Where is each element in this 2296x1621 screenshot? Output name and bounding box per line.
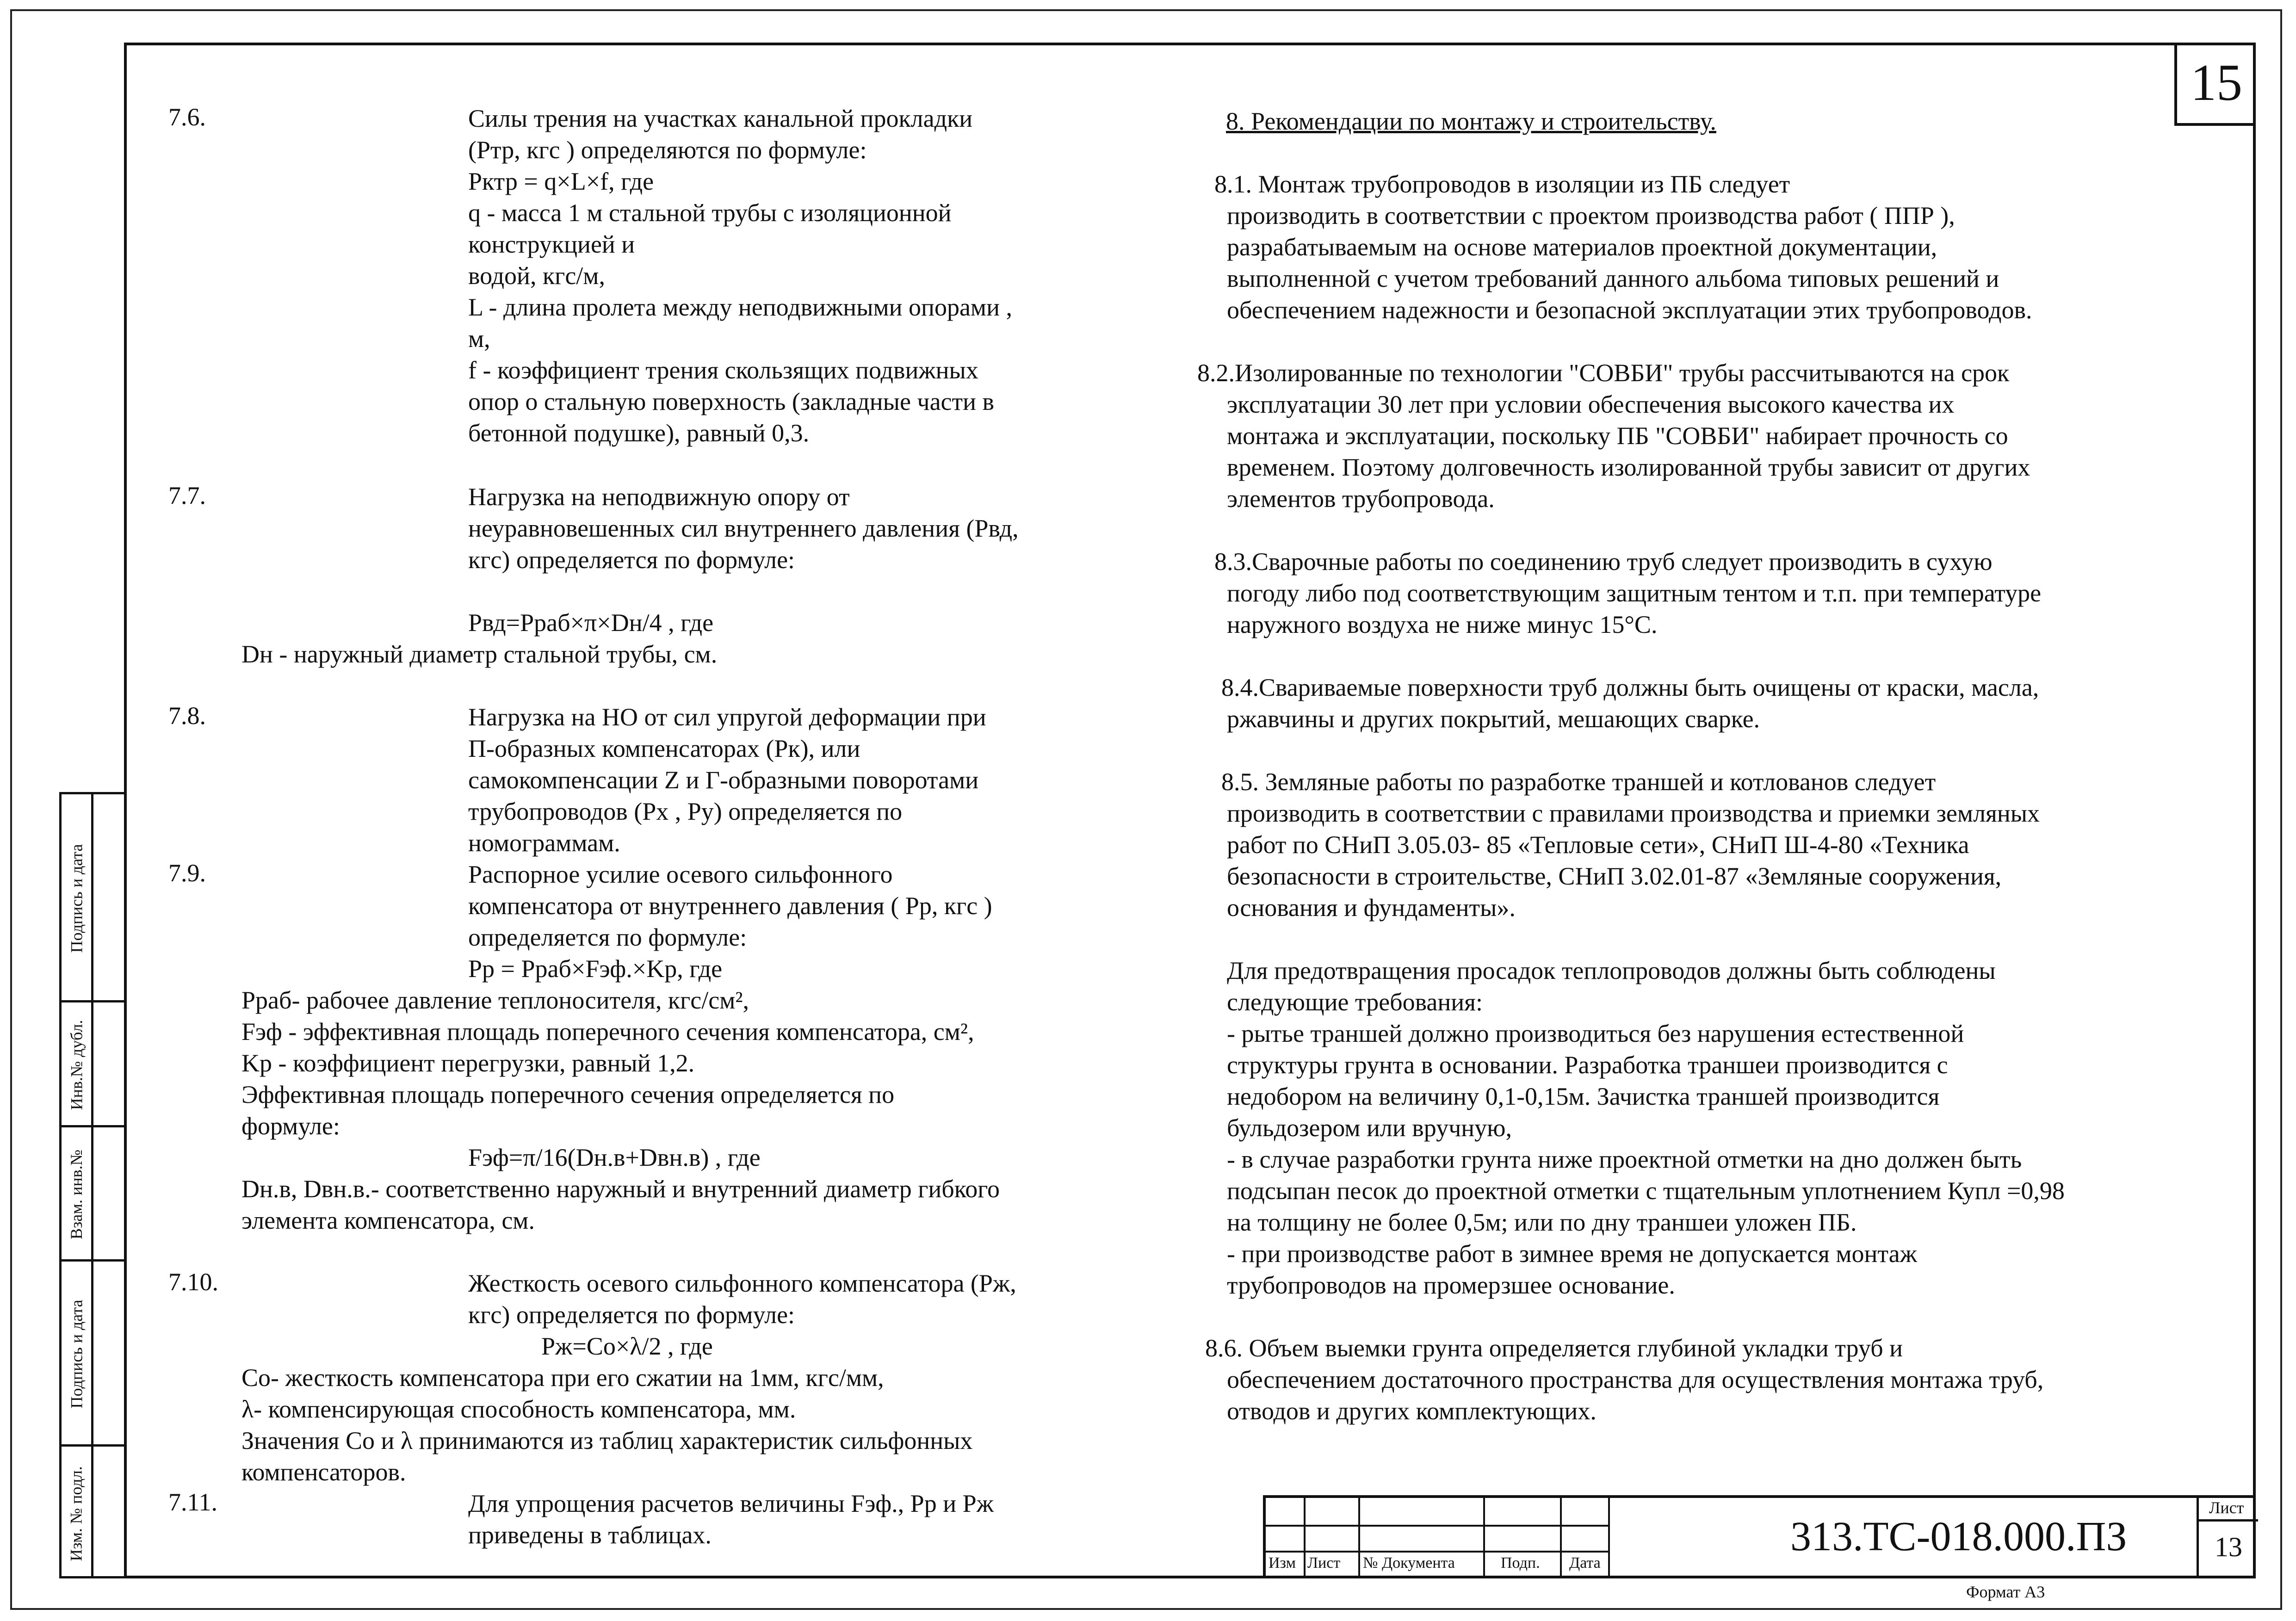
p82-line: временем. Поэтому долговечность изолированной трубы зависит от других [1227,453,2030,481]
s710-line: λ- компенсирующая способность компенсатора, мм. [241,1395,796,1423]
formula: Pp = Pраб×Fэф.×Kp, где [468,955,723,983]
s710-line: Co- жесткость компенсатора при его сжатии на 1мм, кгс/мм, [241,1364,884,1392]
s78-line: трубопроводов (Px , Py) определяется по [468,798,903,825]
p85b-line: - в случае разработки грунта ниже проектной отметки на дно должен быть [1227,1145,2022,1173]
s79-line: элемента компенсатора, см. [241,1206,535,1234]
s79-line: Dн.в, Dвн.в.- соответственно наружный и внутренний диаметр гибкого [241,1175,1000,1203]
format-label: Формат А3 [1966,1583,2045,1601]
side-label: Подпись и дата [67,1299,86,1409]
s76-line: водой, кгс/м, [468,262,605,290]
p84-line: 8.4.Свариваемые поверхности труб должны быть очищены от краски, масла, [1221,674,2039,701]
p81-line: 8.1. Монтаж трубопроводов в изоляции из ПБ следует [1214,170,1790,198]
stamp-doc: № Документа [1363,1554,1455,1572]
s77-line: Dн - наружный диаметр стальной трубы, см. [241,640,718,668]
p85b-line: - рытье траншей должно производиться без нарушения естественной [1227,1020,1964,1047]
s711-line: Для упрощения расчетов величины Fэф., Pp и Pж [468,1490,994,1517]
p81-line: производить в соответствии с проектом производства работ ( ППР ), [1227,202,1955,229]
p83-line: погоду либо под соответствующим защитным тентом и т.п. при температуре [1227,579,2042,607]
s78-line: самокомпенсации Z и Г-образными поворотами [468,766,979,794]
s79-line: Kp - коэффициент перегрузки, равный 1,2. [241,1049,695,1077]
p85b-line: Для предотвращения просадок теплопроводов должны быть соблюдены [1227,957,1996,984]
formula: Fэф=π/16(Dн.в+Dвн.в) , где [468,1144,761,1171]
sheet-box [2197,1495,2258,1578]
stamp-list: Лист [1307,1554,1341,1572]
p83-line: 8.3.Сварочные работы по соединению труб следует производить в сухую [1214,548,1993,575]
p85-line: 8.5. Земляные работы по разработке траншей и котлованов следует [1221,768,1936,796]
p85b-line: недобором на величину 0,1-0,15м. Зачистка траншей производится [1227,1083,1940,1110]
p85-line: безопасности в строительстве, СНиП 3.02.01-87 «Земляные сооружения, [1227,862,2002,890]
section-number: 7.7. [168,482,206,509]
s76-line: f - коэффициент трения скользящих подвижных [468,356,978,384]
p85b-line: следующие требования: [1227,988,1483,1016]
s710-line: кгс) определяется по формуле: [468,1301,795,1329]
p86-line: 8.6. Объем выемки грунта определяется глубиной укладки труб и [1205,1334,1903,1362]
document-number: 313.ТС-018.000.ПЗ [1790,1514,2127,1559]
p85b-line: на толщину не более 0,5м; или по дну траншеи уложен ПБ. [1227,1208,1857,1236]
formula: Pж=Co×λ/2 , где [541,1332,713,1360]
sheet-label: Лист [2209,1498,2244,1517]
s76-line: м, [468,325,490,353]
section-number: 7.8. [168,702,206,730]
side-label: Инв.№ дубл. [67,1020,86,1110]
formula: Pвд=Pраб×π×Dн/4 , где [468,609,714,637]
stamp-podp: Подп. [1501,1554,1540,1572]
s77-line: неуравновешенных сил внутреннего давления (Pвд, [468,514,1019,542]
s79-line: Эффективная площадь поперечного сечения определяется по [241,1081,895,1108]
section-number: 7.6. [168,103,206,131]
p82-line: монтажа и эксплуатации, поскольку ПБ "СОВБИ" набирает прочность со [1227,422,2008,450]
section-number: 7.9. [168,859,206,887]
s76-line: q - масса 1 м стальной трубы с изоляционной [468,199,952,227]
p86-line: отводов и других комплектующих. [1227,1397,1597,1425]
s710-line: Жесткость осевого сильфонного компенсатора (Pж, [468,1269,1016,1297]
side-label: Взам. инв.№ [67,1150,86,1239]
section-title: 8. Рекомендации по монтажу и строительству. [1226,107,1716,135]
p85b-line: бульдозером или вручную, [1227,1114,1512,1142]
p84-line: ржавчины и других покрытий, мешающих сварке. [1227,705,1760,733]
s79-line: компенсатора от внутреннего давления ( Pp, кгс ) [468,892,992,920]
s79-line: формуле: [241,1112,340,1140]
s76-line: (Pтр, кгс ) определяются по формуле: [468,136,867,164]
s77-line: Нагрузка на неподвижную опору от [468,483,850,511]
p86-line: обеспечением достаточного пространства для осуществления монтажа труб, [1227,1366,2044,1393]
s711-line: приведены в таблицах. [468,1521,712,1549]
p85b-line: - при производстве работ в зимнее время не допускается монтаж [1227,1240,1917,1268]
stamp-data: Дата [1569,1554,1601,1572]
p85b-line: подсыпан песок до проектной отметки с тщательным уплотнением Купл =0,98 [1227,1177,2065,1205]
side-label: Изм. № подл. [67,1466,86,1561]
s76-line: опор о стальную поверхность (закладные части в [468,388,995,415]
s76-line: Силы трения на участках канальной прокладки [468,105,973,132]
s76-line: конструкцией и [468,230,635,258]
p85-line: основания и фундаменты». [1227,894,1516,922]
s76-line: Pктр = q×L×f, где [468,167,654,195]
s710-line: Значения Co и λ принимаются из таблиц характеристик сильфонных [241,1427,973,1454]
p81-line: выполненной с учетом требований данного альбома типовых решений и [1227,265,1999,292]
p81-line: обеспечением надежности и безопасной эксплуатации этих трубопроводов. [1227,296,2032,324]
s710-line: компенсаторов. [241,1458,406,1486]
s79-line: определяется по формуле: [468,923,747,951]
p85b-line: структуры грунта в основании. Разработка траншеи производится с [1227,1051,1948,1079]
s79-line: Распорное усилие осевого сильфонного [468,860,893,888]
p85b-line: трубопроводов на промерзшее основание. [1227,1271,1675,1299]
stamp-izm: Изм [1269,1554,1296,1572]
p82-line: эксплуатации 30 лет при условии обеспечения высокого качества их [1227,390,1955,418]
p85-line: работ по СНиП 3.05.03- 85 «Тепловые сети», СНиП Ш-4-80 «Техника [1227,831,1969,859]
section-number: 7.10. [168,1268,218,1296]
p85-line: производить в соответствии с правилами производства и приемки земляных [1227,799,2040,827]
s76-line: бетонной подушке), равный 0,3. [468,419,810,447]
section-number: 7.11. [168,1488,217,1516]
p82-line: 8.2.Изолированные по технологии "СОВБИ" трубы рассчитываются на срок [1197,359,2010,387]
p83-line: наружного воздуха не ниже минус 15°С. [1227,611,1658,638]
p81-line: разрабатываемым на основе материалов проектной документации, [1227,233,1937,261]
s77-line: кгс) определяется по формуле: [468,546,795,574]
s78-line: Нагрузка на НО от сил упругой деформации при [468,703,986,731]
sheet-number: 13 [2215,1532,2242,1562]
side-stamp [59,792,124,1578]
side-label: Подпись и дата [67,844,86,953]
s78-line: номограммам. [468,829,620,857]
page-number: 15 [2174,43,2256,126]
p82-line: элементов трубопровода. [1227,485,1495,513]
s78-line: П-образных компенсаторах (Pк), или [468,735,860,762]
s79-line: Pраб- рабочее давление теплоносителя, кгс/см², [241,986,749,1014]
s76-line: L - длина пролета между неподвижными опорами , [468,293,1012,321]
s79-line: Fэф - эффективная площадь поперечного сечения компенсатора, см², [241,1018,974,1046]
